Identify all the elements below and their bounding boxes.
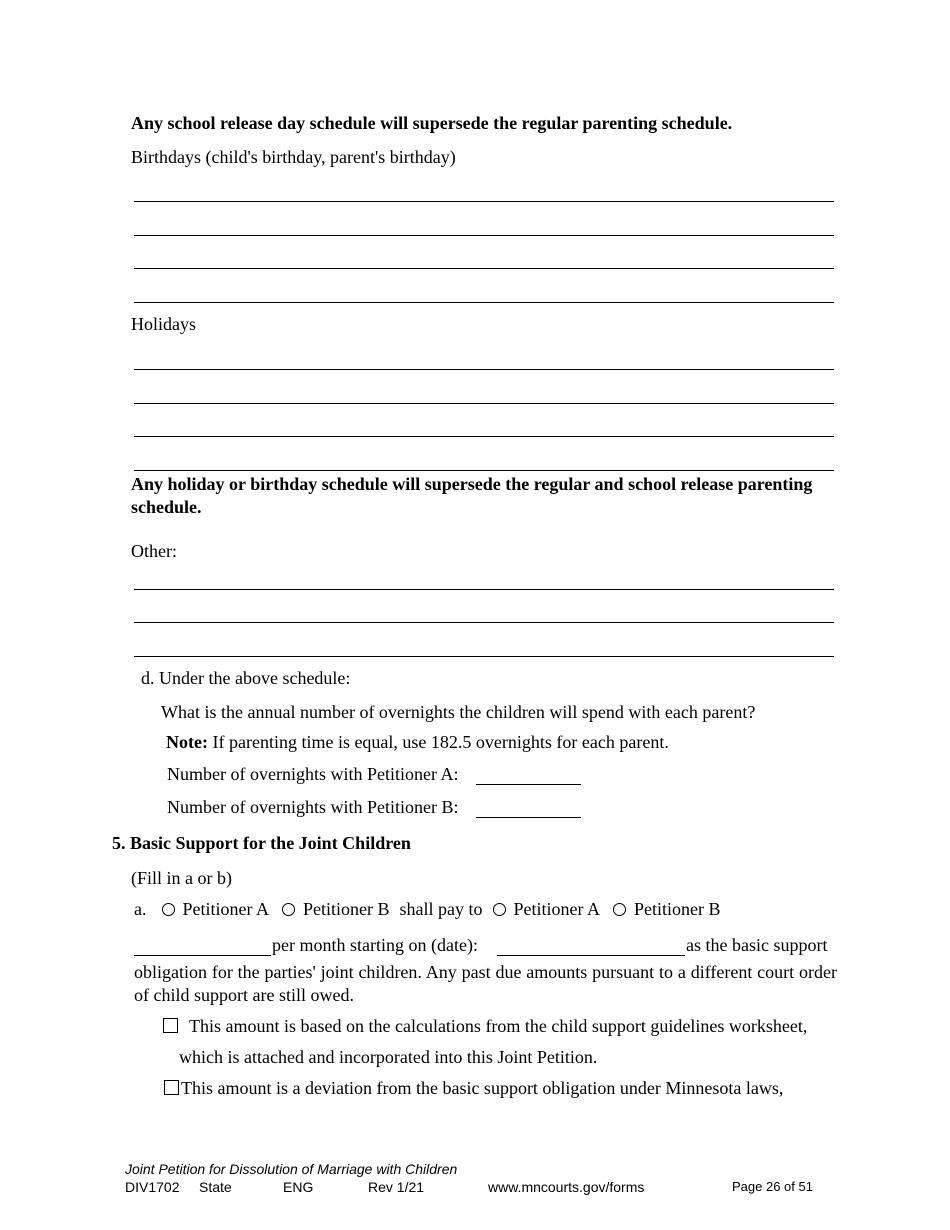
petitioner-b-overnights-label: Number of overnights with Petitioner B: — [167, 797, 459, 817]
footer-page-number: Page 26 of 51 — [732, 1179, 813, 1194]
footer-website[interactable]: www.mncourts.gov/forms — [488, 1179, 645, 1195]
radio-circle-icon[interactable] — [162, 903, 175, 916]
payment-direction — [134, 899, 721, 920]
other-line-1[interactable] — [134, 589, 834, 590]
payee-option-a-label: Petitioner A — [513, 899, 600, 919]
item-a-marker: a. — [134, 899, 147, 919]
shall-pay-to-text: shall pay to — [399, 899, 483, 919]
obligation-text: obligation for the parties' joint children. Any past due amounts pursuant to a different court order of child support are still owed. — [134, 962, 837, 1005]
overnights-note — [166, 731, 669, 753]
basic-support-text: as the basic support — [686, 935, 828, 955]
petitioner-a-overnights-label: Number of overnights with Petitioner A: — [167, 764, 459, 784]
note-text: If parenting time is equal, use 182.5 overnights for each parent. — [207, 732, 669, 752]
footer-revision: Rev 1/21 — [368, 1179, 425, 1195]
start-date-field[interactable] — [497, 955, 685, 956]
footer-jurisdiction: State — [199, 1179, 232, 1195]
payee-option-b[interactable] — [613, 899, 721, 920]
radio-circle-icon[interactable] — [282, 903, 295, 916]
monthly-amount-field[interactable] — [134, 955, 271, 956]
checkbox-1-line-1: This amount is based on the calculations from the child support guidelines worksheet, — [189, 1016, 808, 1036]
holidays-line-3[interactable] — [134, 436, 834, 437]
other-label: Other: — [131, 541, 177, 561]
payer-option-b-label: Petitioner B — [303, 899, 390, 919]
deviation-checkbox[interactable] — [164, 1080, 179, 1095]
birthdays-line-1[interactable] — [134, 201, 834, 202]
overnights-question: What is the annual number of overnights the children will spend with each parent? — [161, 702, 756, 722]
footer-form-code: DIV1702 — [125, 1179, 180, 1195]
fill-instruction: (Fill in a or b) — [131, 868, 232, 888]
payee-option-a[interactable] — [493, 899, 601, 920]
checkbox-1-line-2: which is attached and incorporated into this Joint Petition. — [179, 1047, 598, 1067]
birthdays-line-3[interactable] — [134, 268, 834, 269]
petitioner-a-overnights-field[interactable] — [476, 784, 581, 785]
holidays-line-1[interactable] — [134, 369, 834, 370]
radio-circle-icon[interactable] — [613, 903, 626, 916]
birthdays-line-2[interactable] — [134, 235, 834, 236]
holidays-line-2[interactable] — [134, 403, 834, 404]
holidays-label: Holidays — [131, 314, 196, 334]
birthdays-line-4[interactable] — [134, 302, 834, 303]
payer-option-a[interactable] — [162, 899, 270, 920]
petitioner-b-overnights-field[interactable] — [476, 817, 581, 818]
radio-circle-icon[interactable] — [493, 903, 506, 916]
other-line-2[interactable] — [134, 622, 834, 623]
other-line-3[interactable] — [134, 656, 834, 657]
section-d-heading: d. Under the above schedule: — [141, 668, 351, 688]
footer-language: ENG — [283, 1179, 314, 1195]
holidays-line-4[interactable] — [134, 470, 834, 471]
holiday-note: Any holiday or birthday schedule will supersede the regular and school release parenting schedule. — [131, 474, 813, 517]
payer-option-b[interactable] — [282, 899, 390, 920]
payer-option-a-label: Petitioner A — [182, 899, 269, 919]
checkbox-2-text: This amount is a deviation from the basic support obligation under Minnesota laws, — [181, 1078, 784, 1098]
worksheet-checkbox[interactable] — [163, 1018, 178, 1033]
footer-form-title: Joint Petition for Dissolution of Marriage with Children — [125, 1161, 458, 1177]
birthdays-label: Birthdays (child's birthday, parent's birthday) — [131, 147, 456, 167]
payee-option-b-label: Petitioner B — [634, 899, 721, 919]
note-label: Note: — [166, 732, 208, 752]
school-release-note: Any school release day schedule will supersede the regular parenting schedule. — [131, 113, 733, 133]
section-5-heading: 5. Basic Support for the Joint Children — [112, 833, 411, 853]
per-month-text: per month starting on (date): — [272, 935, 478, 955]
